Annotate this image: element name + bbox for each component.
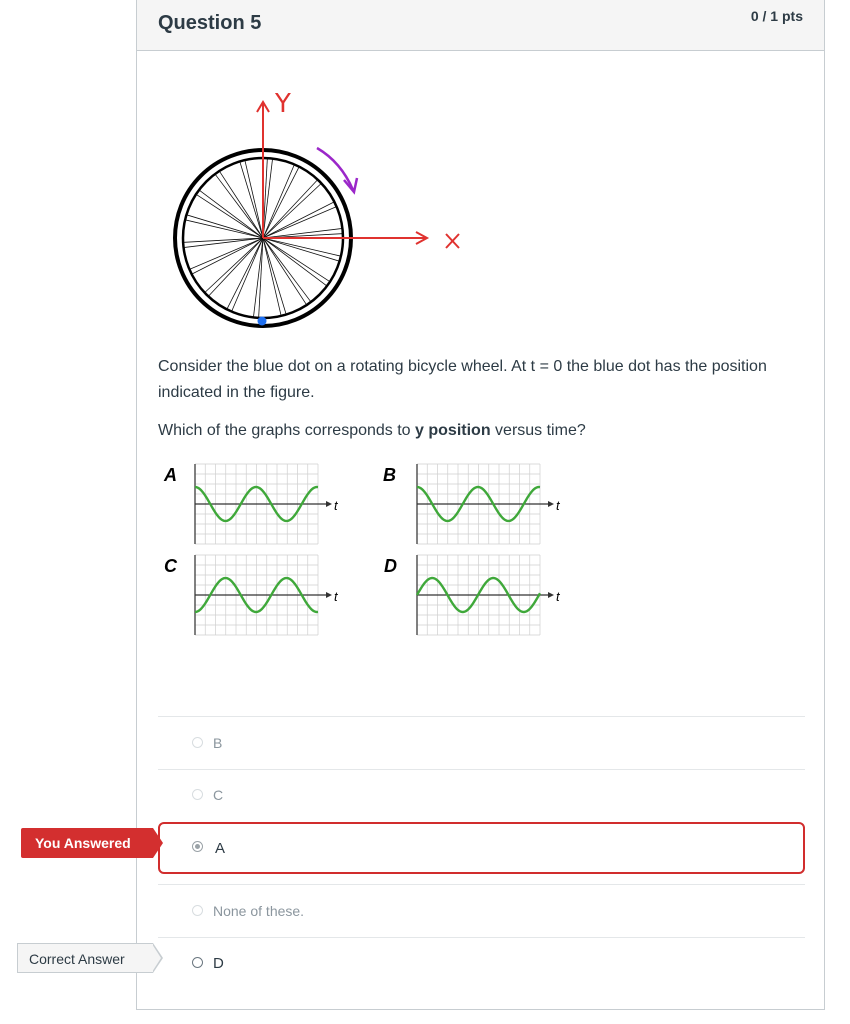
wheel-spoke <box>263 238 286 314</box>
answer-radio[interactable] <box>192 905 203 916</box>
wheel-spoke <box>187 215 263 238</box>
question-points <box>751 8 803 24</box>
question-text-part1: Consider the blue dot on a rotating bicycle wheel. At t = 0 the blue dot has the position indicated in the figure. <box>158 358 767 401</box>
answer-label: B <box>213 735 223 751</box>
you-answered-flag: You Answered <box>21 828 153 858</box>
graph-a <box>163 464 339 544</box>
correct-answer-flag-label: Correct Answer <box>29 951 125 967</box>
graph-a-t-label: t <box>334 498 338 513</box>
wheel-spoke <box>263 180 317 238</box>
graph-t-axis-arrow <box>548 501 554 507</box>
graph-b-t-label: t <box>556 498 560 513</box>
graph-b-label: B <box>383 465 396 485</box>
answer-label: C <box>213 787 224 803</box>
blue-dot <box>258 317 267 326</box>
graph-b <box>383 464 561 544</box>
wheel-spoke <box>263 238 339 261</box>
wheel-spoke <box>184 238 263 242</box>
graph-d-label: D <box>384 556 397 576</box>
answer-option-none[interactable] <box>158 886 805 938</box>
answer-label: D <box>213 955 224 972</box>
bicycle-wheel-figure <box>163 82 493 336</box>
answer-option-b[interactable] <box>158 718 805 770</box>
graph-t-axis-arrow <box>326 501 332 507</box>
wheel-spoke <box>263 168 299 238</box>
wheel-spoke <box>259 238 263 317</box>
graph-c <box>164 555 339 635</box>
answer-divider <box>158 884 805 885</box>
answer-label: A <box>215 840 226 857</box>
wheel-spoke <box>263 238 329 281</box>
answer-radio[interactable] <box>192 737 203 748</box>
answer-radio[interactable] <box>192 957 203 968</box>
graph-c-t-label: t <box>334 589 338 604</box>
text-suffix: versus time? <box>490 422 586 439</box>
wheel-spoke <box>193 238 263 274</box>
graph-t-axis-arrow <box>548 592 554 598</box>
wheel-spoke <box>227 238 263 308</box>
points-earned: 0 <box>750 8 759 24</box>
graph-d <box>384 555 561 635</box>
answer-label: None of these. <box>213 903 305 919</box>
wheel-spoke <box>263 238 306 304</box>
wheel-spoke <box>205 238 263 292</box>
wheel-spoke <box>220 172 263 238</box>
wheel-spoke <box>197 195 263 238</box>
question-title: Question 5 <box>158 12 262 34</box>
graph-d-t-label: t <box>556 589 560 604</box>
text-prefix: Which of the graphs corresponds to <box>158 422 416 439</box>
graph-t-axis-arrow <box>326 592 332 598</box>
question-text <box>158 354 778 456</box>
answer-radio-selected[interactable] <box>192 841 203 852</box>
wheel-spoke <box>263 202 333 238</box>
answer-divider <box>158 716 805 717</box>
x-axis-label <box>446 234 459 248</box>
question-card <box>136 0 825 1010</box>
correct-answer-flag <box>17 943 153 973</box>
answer-graphs-figure <box>158 460 558 645</box>
question-header <box>137 0 824 51</box>
points-total: / 1 pts <box>762 8 803 24</box>
wheel-spoke <box>240 162 263 238</box>
graph-a-label: A <box>164 465 177 485</box>
graph-c-label: C <box>164 556 177 576</box>
text-bold: y position <box>415 422 491 439</box>
question-text-part2 <box>158 418 778 444</box>
answer-option-a-selected[interactable] <box>158 822 805 874</box>
y-axis-label: Y <box>275 89 291 119</box>
answer-radio[interactable] <box>192 789 203 800</box>
wheel-spoke <box>263 184 321 238</box>
wheel-spoke <box>209 238 263 296</box>
answer-option-c[interactable] <box>158 770 805 822</box>
answer-option-d-correct[interactable] <box>158 938 805 990</box>
